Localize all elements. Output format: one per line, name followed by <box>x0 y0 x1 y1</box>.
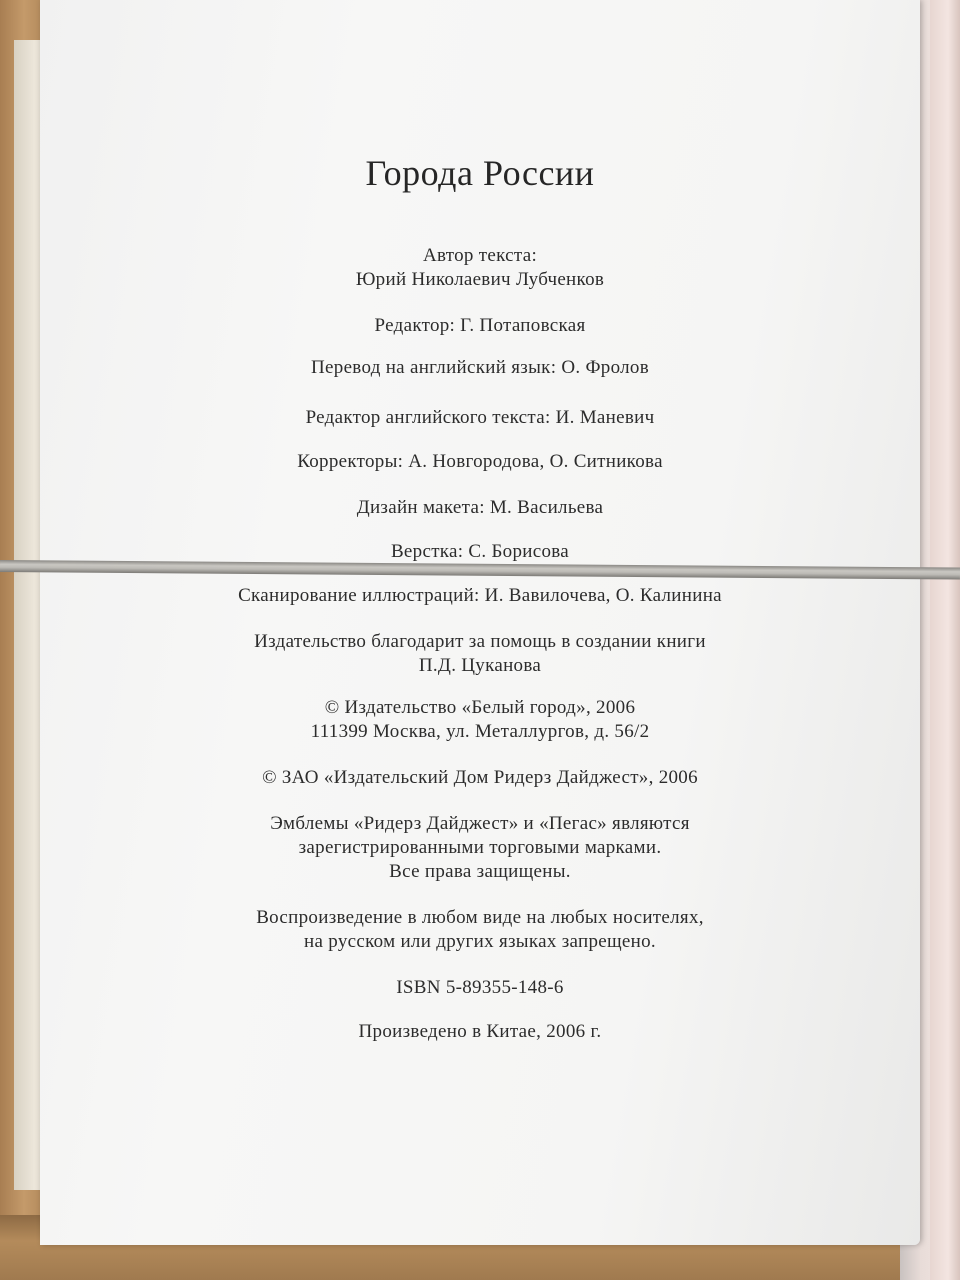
isbn-line: ISBN 5-89355-148-6 <box>396 977 564 998</box>
proofreaders-line: Корректоры: А. Новгородова, О. Ситникова <box>297 451 663 472</box>
translator-line: Перевод на английский язык: О. Фролов <box>311 357 649 378</box>
acknowledgement-line: Издательство благодарит за помощь в создании книги <box>254 631 706 652</box>
author-label: Автор текста: <box>422 245 538 266</box>
layout-design-line: Дизайн макета: М. Васильева <box>356 497 604 518</box>
trademark-line-2: зарегистрированными торговыми марками. <box>298 837 662 858</box>
readers-digest-copyright: © ЗАО «Издательский Дом Ридерз Дайджест», 2006 <box>262 767 698 788</box>
printed-in-line: Произведено в Китае, 2006 г. <box>358 1021 602 1042</box>
author-name: Юрий Николаевич Лубченков <box>355 269 605 290</box>
trademark-line-1: Эмблемы «Ридерз Дайджест» и «Пегас» являются <box>270 813 690 834</box>
reproduction-notice-2: на русском или других языках запрещено. <box>304 931 656 952</box>
editor-line: Редактор: Г. Потаповская <box>374 315 586 336</box>
publisher-address: 111399 Москва, ул. Металлургов, д. 56/2 <box>310 721 650 742</box>
scanning-line: Сканирование иллюстраций: И. Вавилочева, О. Калинина <box>238 585 722 606</box>
acknowledgement-name: П.Д. Цуканова <box>418 655 542 676</box>
reproduction-notice-1: Воспроизведение в любом виде на любых носителях, <box>256 907 704 928</box>
typesetting-line: Верстка: С. Борисова <box>390 541 570 562</box>
publisher-copyright: © Издательство «Белый город», 2006 <box>324 697 636 718</box>
book-page <box>40 0 920 1245</box>
rights-reserved: Все права защищены. <box>389 861 571 882</box>
english-editor-line: Редактор английского текста: И. Маневич <box>305 407 655 428</box>
book-title: Города России <box>365 153 595 193</box>
